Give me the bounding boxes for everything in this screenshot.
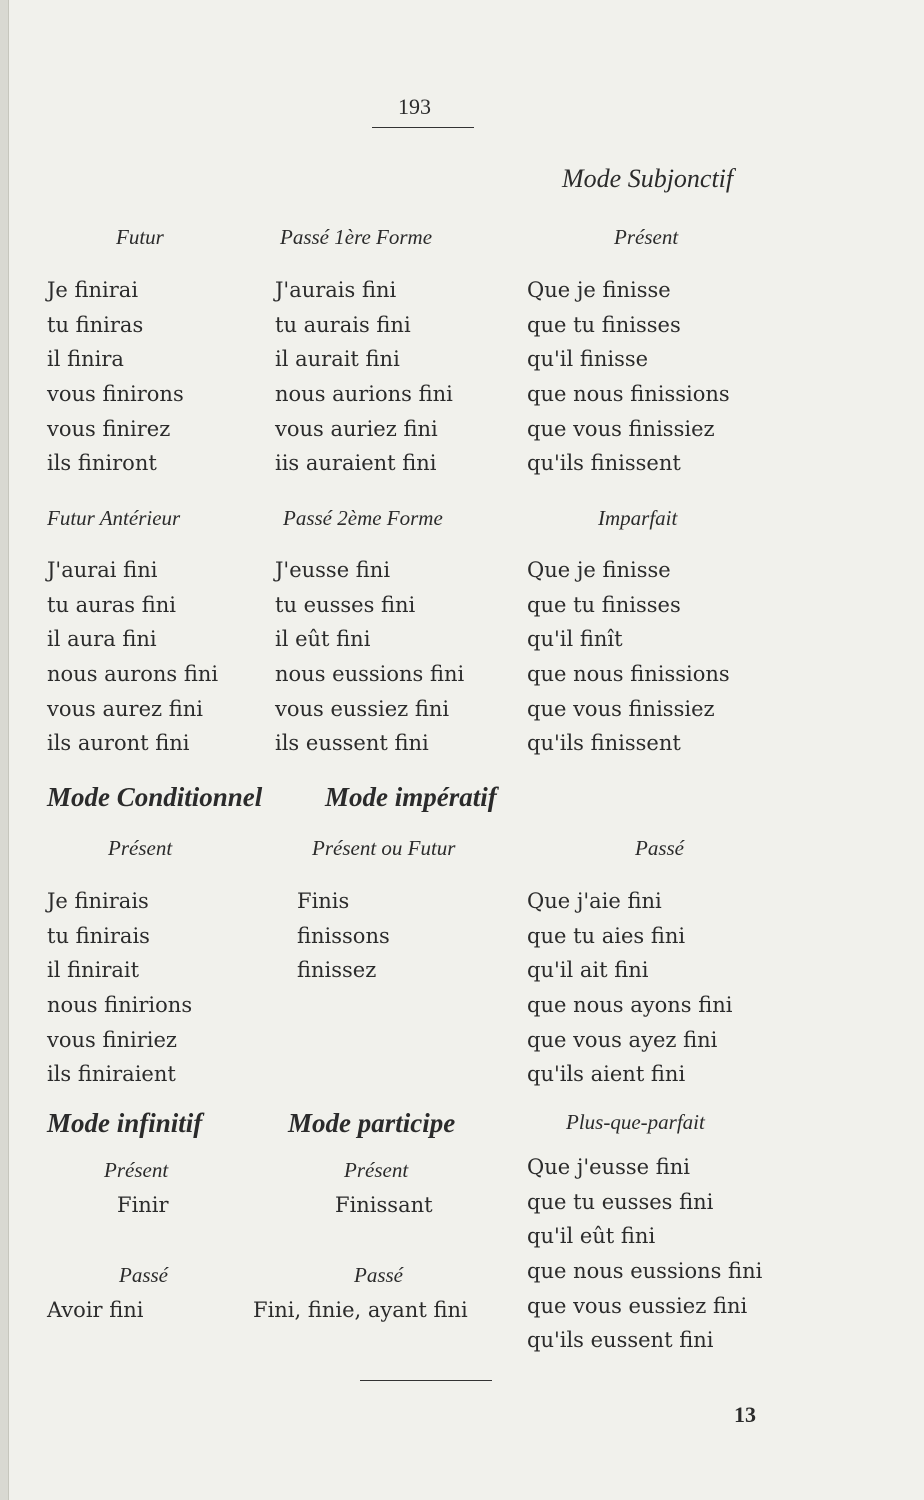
conjugation-line: nous eussions fini	[275, 662, 465, 687]
conjugation-line: qu'ils eussent fini	[527, 1328, 714, 1353]
conjugation-line: qu'ils finissent	[527, 451, 681, 476]
conjugation-line: iis auraient fini	[275, 451, 437, 476]
conjugation-line: qu'il finît	[527, 627, 623, 652]
conjugation-line: qu'il ait fini	[527, 958, 649, 983]
conjugation-line: que vous eussiez fini	[527, 1293, 748, 1318]
conjugation-line: vous auriez fini	[275, 416, 438, 441]
conjugation-line: il aurait fini	[275, 347, 400, 372]
futur-anterieur-column	[47, 553, 218, 761]
infinitif-passe-value: Avoir fini	[47, 1298, 144, 1322]
imperatif-column	[297, 884, 390, 988]
conjugation-line: que nous finissions	[527, 382, 730, 407]
conjugation-line: ils auront fini	[47, 731, 190, 756]
conjugation-line: qu'ils finissent	[527, 731, 681, 756]
conjugation-line: Que j'aie fini	[527, 889, 662, 913]
conjugation-line: finissez	[297, 958, 377, 983]
conjugation-line: qu'ils aient fini	[527, 1062, 686, 1087]
mode-conditionnel-heading: Mode Conditionnel	[47, 782, 263, 812]
page-number: 193	[398, 94, 431, 119]
imperatif-heading: Présent ou Futur	[312, 836, 456, 860]
conjugation-line: que vous ayez fini	[527, 1027, 718, 1052]
futur-heading: Futur	[116, 225, 164, 249]
conjugation-line: il eût fini	[275, 627, 371, 652]
conjugation-line: que tu finisses	[527, 592, 681, 617]
conjugation-line: Je finirais	[47, 889, 149, 913]
conjugation-line: tu eusses fini	[275, 592, 416, 617]
futur-anterieur-heading: Futur Antérieur	[47, 506, 181, 530]
conjugation-line: tu aurais fini	[275, 312, 411, 337]
passe-2-column	[275, 553, 464, 761]
conjugation-line: J'aurai fini	[47, 558, 158, 582]
infinitif-passe-label: Passé	[119, 1263, 168, 1287]
conjugation-line: Je finirai	[47, 278, 139, 302]
passe-1-column	[275, 273, 453, 481]
conjugation-line: Que j'eusse fini	[527, 1155, 690, 1179]
subj-passe-column	[527, 884, 732, 1092]
conjugation-line: que vous finissiez	[527, 696, 715, 721]
footer-mark: 13	[734, 1402, 756, 1427]
conjugation-line: vous aurez fini	[47, 696, 203, 721]
conjugation-line: vous finiriez	[47, 1027, 177, 1052]
page-edge	[0, 0, 9, 1500]
participe-present-value: Finissant	[335, 1193, 433, 1217]
conjugation-line: J'eusse fini	[275, 558, 391, 582]
participe-passe-label: Passé	[354, 1263, 403, 1287]
footer-rule	[360, 1380, 492, 1381]
conjugation-line: Finis	[297, 889, 350, 913]
header-rule	[372, 127, 474, 128]
mode-participe-heading: Mode participe	[288, 1108, 456, 1138]
cond-present-column	[47, 884, 192, 1092]
passe-2-heading: Passé 2ème Forme	[283, 506, 443, 530]
mode-infinitif-heading: Mode infinitif	[47, 1108, 203, 1138]
conjugation-line: il finira	[47, 347, 124, 372]
futur-column	[47, 273, 184, 481]
conjugation-line: que nous ayons fini	[527, 993, 733, 1018]
participe-passe-value: Fini, finie, ayant fini	[253, 1298, 468, 1322]
conjugation-line: que tu finisses	[527, 312, 681, 337]
conjugation-line: tu finirais	[47, 923, 150, 948]
conjugation-line: ils finiront	[47, 451, 157, 476]
conjugation-line: vous finirez	[47, 416, 171, 441]
conjugation-line: il finirait	[47, 958, 140, 983]
conjugation-line: tu auras fini	[47, 592, 176, 617]
conjugation-line: tu finiras	[47, 312, 144, 337]
cond-present-heading: Présent	[108, 836, 173, 860]
conjugation-line: que nous finissions	[527, 662, 730, 687]
conjugation-line: que tu eusses fini	[527, 1189, 714, 1214]
conjugation-line: qu'il finisse	[527, 347, 649, 372]
conjugation-line: nous finirions	[47, 993, 193, 1018]
conjugation-line: ils finiraient	[47, 1062, 176, 1087]
conjugation-line: nous aurions fini	[275, 382, 453, 407]
conjugation-line: finissons	[297, 923, 390, 948]
passe-1-heading: Passé 1ère Forme	[280, 225, 433, 249]
plus-que-parfait-column	[527, 1150, 762, 1358]
imparfait-heading: Imparfait	[598, 506, 678, 530]
conjugation-line: que vous finissiez	[527, 416, 715, 441]
participe-present-label: Présent	[344, 1158, 409, 1182]
conjugation-line: qu'il eût fini	[527, 1224, 656, 1249]
imparfait-column	[527, 553, 730, 761]
conjugation-line: que tu aies fini	[527, 923, 686, 948]
conjugation-line: vous finirons	[47, 382, 184, 407]
infinitif-present-label: Présent	[104, 1158, 169, 1182]
mode-imperatif-heading: Mode impératif	[325, 782, 497, 812]
conjugation-line: ils eussent fini	[275, 731, 429, 756]
subj-present-column	[527, 273, 730, 481]
conjugation-line: vous eussiez fini	[275, 696, 450, 721]
conjugation-line: Que je finisse	[527, 278, 671, 302]
conjugation-line: J'aurais fini	[275, 278, 397, 302]
mode-subjonctif-heading: Mode Subjonctif	[562, 164, 734, 193]
infinitif-present-value: Finir	[117, 1193, 169, 1217]
conjugation-line: que nous eussions fini	[527, 1259, 763, 1284]
conjugation-line: Que je finisse	[527, 558, 671, 582]
subj-present-heading: Présent	[614, 225, 679, 249]
plus-que-parfait-heading: Plus-que-parfait	[566, 1110, 705, 1134]
conjugation-line: il aura fini	[47, 627, 157, 652]
subj-passe-heading: Passé	[635, 836, 684, 860]
conjugation-line: nous aurons fini	[47, 662, 219, 687]
